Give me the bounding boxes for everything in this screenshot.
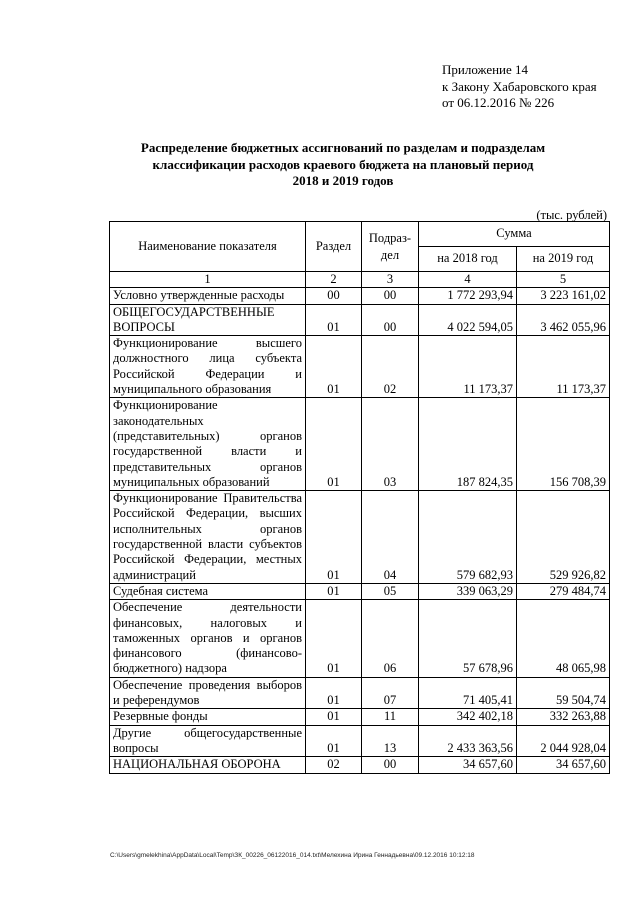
row-2018-cell: 71 405,41 [419, 677, 517, 709]
row-2018-cell: 4 022 594,05 [419, 304, 517, 336]
row-2018-cell: 2 433 363,56 [419, 725, 517, 757]
table-row [110, 288, 610, 304]
row-name-cell: ОБЩЕГОСУДАРСТВЕННЫЕ ВОПРОСЫ [110, 304, 306, 336]
units-label: (тыс. рублей) [536, 208, 607, 222]
row-2019-cell: 332 263,88 [517, 709, 610, 725]
row-2019-cell: 156 708,39 [517, 398, 610, 491]
row-2019-cell: 48 065,98 [517, 600, 610, 677]
row-section-cell: 01 [306, 709, 362, 725]
column-number: 3 [362, 272, 419, 288]
header-subsection: Подраз-дел [362, 222, 419, 272]
row-2018-cell: 34 657,60 [419, 757, 517, 773]
row-name-cell: Обеспечение проведения выборов и референдумов [110, 677, 306, 709]
row-subsection-cell: 07 [362, 677, 419, 709]
budget-table [109, 221, 610, 774]
row-2018-cell: 187 824,35 [419, 398, 517, 491]
table-row [110, 709, 610, 725]
row-name-cell: Другие общегосударственные вопросы [110, 725, 306, 757]
row-subsection-cell: 05 [362, 583, 419, 599]
row-subsection-cell: 00 [362, 757, 419, 773]
row-section-cell: 01 [306, 304, 362, 336]
table-row [110, 583, 610, 599]
table-row [110, 757, 610, 773]
appendix-line: к Закону Хабаровского края [442, 78, 597, 94]
row-section-cell: 00 [306, 288, 362, 304]
header-name: Наименование показателя [110, 222, 306, 272]
file-path-footer: C:\Users\gmelekhina\AppData\Local\Temp\ЗК_00226_06122016_014.txt\Мелехина Ирина Геннадьевна\09.12.2016 10:12:18 [110, 852, 475, 859]
row-subsection-cell: 00 [362, 304, 419, 336]
row-2019-cell: 3 223 161,02 [517, 288, 610, 304]
row-2019-cell: 34 657,60 [517, 757, 610, 773]
row-section-cell: 01 [306, 677, 362, 709]
title-line: Распределение бюджетных ассигнований по разделам и подразделам [140, 140, 546, 155]
row-section-cell: 01 [306, 491, 362, 584]
appendix-block [442, 62, 597, 112]
row-name-cell: Обеспечение деятельности финансовых, налоговых и таможенных органов и органов финансового (финансово-бюджетного) надзора [110, 600, 306, 677]
appendix-line: от 06.12.2016 № 226 [442, 95, 555, 110]
row-section-cell: 01 [306, 398, 362, 491]
row-2019-cell: 2 044 928,04 [517, 725, 610, 757]
column-number: 5 [517, 272, 610, 288]
table-row [110, 677, 610, 709]
row-2018-cell: 342 402,18 [419, 709, 517, 725]
column-numbers-row [110, 272, 610, 288]
row-section-cell: 01 [306, 583, 362, 599]
row-2019-cell: 11 173,37 [517, 336, 610, 398]
row-2018-cell: 11 173,37 [419, 336, 517, 398]
row-subsection-cell: 13 [362, 725, 419, 757]
table-row [110, 491, 610, 584]
column-number: 2 [306, 272, 362, 288]
row-2018-cell: 57 678,96 [419, 600, 517, 677]
row-2019-cell: 279 484,74 [517, 583, 610, 599]
row-2019-cell: 3 462 055,96 [517, 304, 610, 336]
table-row [110, 336, 610, 398]
row-subsection-cell: 02 [362, 336, 419, 398]
column-number: 4 [419, 272, 517, 288]
row-section-cell: 02 [306, 757, 362, 773]
table-row [110, 398, 610, 491]
row-section-cell: 01 [306, 336, 362, 398]
header-row [110, 222, 610, 247]
row-subsection-cell: 11 [362, 709, 419, 725]
row-subsection-cell: 03 [362, 398, 419, 491]
title-line: классификации расходов краевого бюджета на плановый период [152, 156, 534, 172]
row-name-cell: Резервные фонды [110, 709, 306, 725]
row-2019-cell: 59 504,74 [517, 677, 610, 709]
row-name-cell: Функционирование высшего должностного лица субъекта Российской Федерации и муниципального образования [110, 336, 306, 398]
row-name-cell: Условно утвержденные расходы [110, 288, 306, 304]
row-name-cell: Функционирование законодательных (представительных) органов государственной власти и представительных органов муниципальных образований [110, 398, 306, 491]
row-section-cell: 01 [306, 725, 362, 757]
row-name-cell: НАЦИОНАЛЬНАЯ ОБОРОНА [110, 757, 306, 773]
row-name-cell: Функционирование Правительства Российской Федерации, высших исполнительных органов государственной власти субъектов Российской Федерации, местных администраций [110, 491, 306, 584]
header-section: Раздел [306, 222, 362, 272]
row-2018-cell: 1 772 293,94 [419, 288, 517, 304]
table-row [110, 725, 610, 757]
row-2018-cell: 339 063,29 [419, 583, 517, 599]
header-year-2019: на 2019 год [517, 247, 610, 272]
row-2018-cell: 579 682,93 [419, 491, 517, 584]
table-row [110, 600, 610, 677]
row-subsection-cell: 06 [362, 600, 419, 677]
document-title [108, 140, 578, 190]
row-subsection-cell: 00 [362, 288, 419, 304]
row-section-cell: 01 [306, 600, 362, 677]
column-number: 1 [110, 272, 306, 288]
appendix-line: Приложение 14 [442, 62, 529, 77]
header-year-2018: на 2018 год [419, 247, 517, 272]
row-subsection-cell: 04 [362, 491, 419, 584]
row-2019-cell: 529 926,82 [517, 491, 610, 584]
title-line: 2018 и 2019 годов [292, 173, 394, 188]
header-sum: Сумма [419, 222, 610, 247]
table-row [110, 304, 610, 336]
row-name-cell: Судебная система [110, 583, 306, 599]
